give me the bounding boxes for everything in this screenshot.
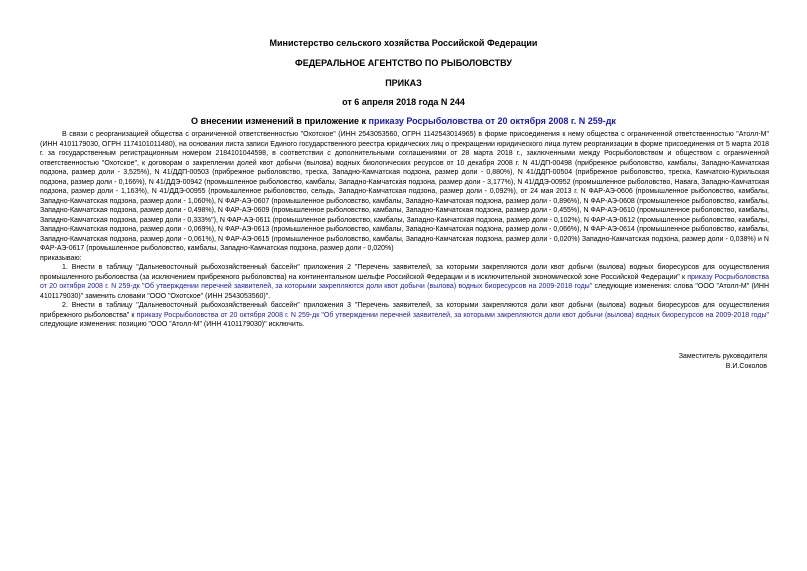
document-title-prefix: О внесении изменений в приложение к <box>191 116 369 126</box>
item-2-text-a: 2. Внести в таблицу "Дальневосточный рыбохозяйственный бассейн" приложения 3 "Перечень заявителей, за которыми закрепляются доли квот добычи (вылова) водных биоресурсов для осуществления прибрежного рыболовства" к <box>40 302 769 319</box>
item-1-link[interactable]: приказу Росрыболовства от 20 октября 2008 г. N 259-дк "Об утверждении перечней заявителей, за которыми закрепляются доли квот добычи (вылова) водных биоресурсов на 2009-2018 годы" <box>40 273 769 290</box>
preamble-paragraph: В связи с реорганизацией общества с ограниченной ответственностью "Охотское" (ИНН 2543053560, ОГРН 1142543014965) в форме присоединения к нему общества с ограниченной ответственностью "Атолл-М" (ИНН 4101179030, ОГРН 1174101011480), на основании листа записи Единого государственного реестра юридических лиц о прекращении юридического лица путем реорганизации в форме присоединения от 5 марта 2018 г. за государственным регистрационным номером 2184101044598, в соответствии с дополнительными соглашениями от 28 марта 2018 г., заключенными между Росрыболовством и обществом с ограниченной ответственностью "Охотское", к договорам о закреплении долей квот добычи (вылова) водных биологических ресурсов от 10 декабря 2008 г. N 41/ДП-00498 (прибрежное рыболовство, камбалы, Западно-Камчатская подзона, размер доли - 3,525%), N 41/ДДП-00503 (прибрежное рыболовство, треска, Западно-Камчатская подзона, размер доли - 0,880%), N 41/ДДП-00504 (прибрежное рыболовство, треска, Камчатско-Курильская подзона, размер доли - 0,166%), N 41/ДДЭ-00942 (промышленное рыболовство, камбалы, Западно-Камчатская подзона, размер доли - 3,177%), N 41/ДДЭ-00952 (промышленное рыболовство, Навага, Западно-Камчатская подзона, размер доли - 1,163%), N 41/ДДЭ-00955 (промышленное рыболовство, сельдь, Западно-Камчатская подзона, размер доли - 0,092%), от 24 мая 2013 г. N ФАР-АЭ-0606 (промышленное рыболовство, камбалы, Западно-Камчатская подзона, размер доли - 1,060%), N ФАР-АЭ-0607 (промышленное рыболовство, камбалы, Западно-Камчатская подзона, размер доли - 0,896%), N ФАР-АЭ-0608 (промышленное рыболовство, камбалы, Западно-Камчатская подзона, размер доли - 0,498%), N ФАР-АЭ-0609 (промышленное рыболовство, камбалы, Западно-Камчатская подзона, размер доли - 0,455%), N ФАР-АЭ-0610 (промышленное рыболовство, камбалы, Западно-Камчатская подзона, размер доли - 0,333%"), N ФАР-АЭ-0611 (промышленное рыболовство, камбалы, Западно-Камчатская подзона, размер доли - 0,102%), N ФАР-АЭ-0612 (промышленное рыболовство, камбалы, Западно-Камчатская подзона, размер доли - 0,069%), N ФАР-АЭ-0613 (промышленное рыболовство, камбалы, Западно-Камчатская подзона, размер доли - 0,066%), N ФАР-АЭ-0614 (промышленное рыболовство, камбалы, Западно-Камчатская подзона, размер доли - 0,061%), N ФАР-АЭ-0615 (промышленное рыболовство, камбалы, Западно-Камчатская подзона, размер доли - 0,020%) Западно-Камчатская подзона, размер доли - 0,038%) и N ФАР-АЭ-0617 (промышленное рыболовство, камбалы, Западно-Камчатская подзона, размер доли - 0,020%) <box>40 131 770 252</box>
ministry-name: Министерство сельского хозяйства Российской Федерации <box>269 38 538 48</box>
signatory-position: Заместитель руководителя <box>678 353 767 360</box>
document-body <box>40 130 769 330</box>
document-title <box>0 116 807 127</box>
signatory-name: В.И.Соколов <box>725 363 767 370</box>
order-word: приказываю: <box>40 254 82 262</box>
document-type: ПРИКАЗ <box>385 78 422 88</box>
agency-name: ФЕДЕРАЛЬНОЕ АГЕНТСТВО ПО РЫБОЛОВСТВУ <box>295 58 512 68</box>
signature-block <box>679 352 767 372</box>
item-2-link[interactable]: приказу Росрыболовства от 20 октября 2008 г. N 259-дк "Об утверждении перечней заявителей, за которыми закрепляются доли квот добычи (вылова) водных биоресурсов на 2009-2018 годы" <box>136 311 769 319</box>
order-item-2 <box>40 301 769 330</box>
item-1-text-b: следующие изменения: слова "ООО "Атолл-М" (ИНН 4101179030)" заменить словами "ООО "Охотское" (ИНН 2543053560)". <box>40 283 769 300</box>
document-title-link[interactable]: приказу Росрыболовства от 20 октября 2008 г. N 259-дк <box>368 116 616 126</box>
item-2-text-b: следующие изменения: позицию "ООО "Атолл-М" (ИНН 4101179030)" исключить. <box>40 321 305 328</box>
document-date-number: от 6 апреля 2018 года N 244 <box>342 97 465 107</box>
order-item-1 <box>40 263 769 301</box>
item-1-text-a: 1. Внести в таблицу "Дальневосточный рыбохозяйственный бассейн" приложения 2 "Перечень заявителей, за которыми закрепляются доли квот добычи (вылова) водных биоресурсов для осуществления промышленного рыболовства (за исключением прибрежного рыболовства) на континентальном шельфе Российской Федерации и в исключительной экономической зоне Российской Федерации" к <box>40 264 769 281</box>
